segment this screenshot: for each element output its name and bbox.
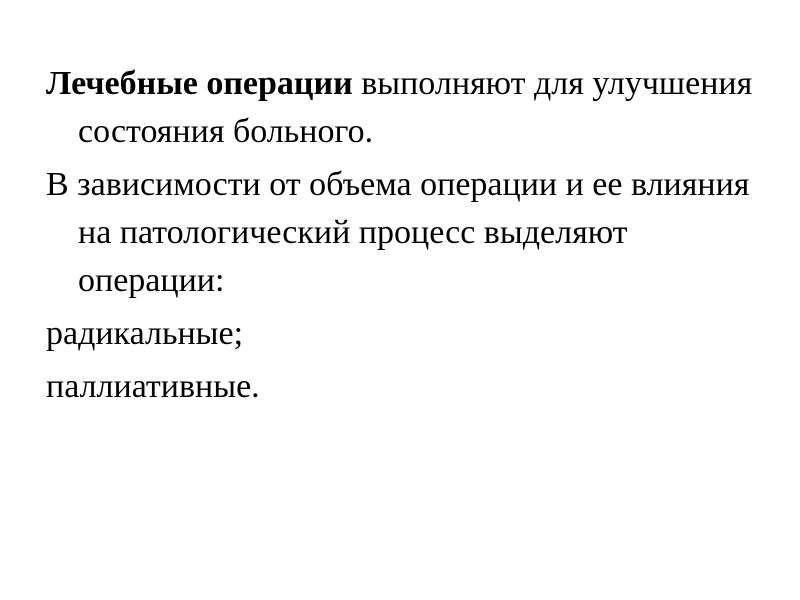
- slide-body: [46, 60, 766, 416]
- list-item-radical-text: радикальные;: [46, 315, 244, 352]
- paragraph-classification: [46, 161, 766, 305]
- paragraph-treatment-operations-text: выполняют для улучшения состояния больного.: [78, 65, 753, 150]
- list-item-palliative: [46, 363, 766, 411]
- list-item-palliative-text: паллиативные.: [46, 368, 260, 405]
- list-item-radical: [46, 310, 766, 358]
- paragraph-classification-text: В зависимости от объема операции и ее влияния на патологический процесс выделяют операции:: [46, 166, 750, 299]
- paragraph-treatment-operations: [46, 60, 766, 156]
- term-treatment-operations: Лечебные операции: [46, 65, 353, 102]
